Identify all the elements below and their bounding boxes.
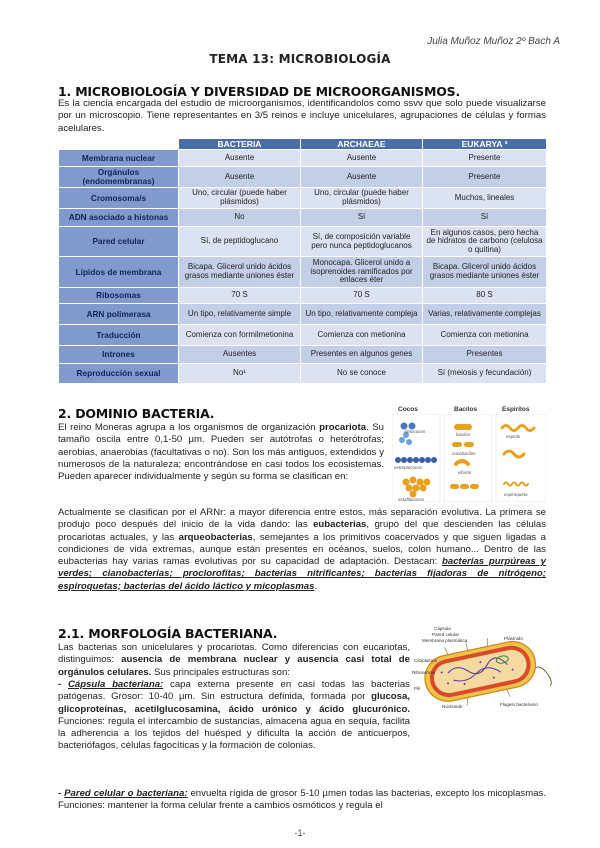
table-row bbox=[59, 304, 547, 325]
table-cell: No bbox=[179, 209, 301, 227]
shape-title-cocos: Cocos bbox=[398, 406, 418, 413]
author-header: Julia Muñoz Muñoz 2º Bach A bbox=[427, 36, 560, 47]
table-cell: No se conoce bbox=[301, 364, 423, 384]
table-cell: Varias, relativamente complejas bbox=[423, 304, 547, 325]
table-cell: Un tipo, relativamente compleja bbox=[301, 304, 423, 325]
shape-label: cocobacilos bbox=[452, 451, 476, 456]
table-cell: Bicapa. Glicerol unido ácidos grasos mediante uniones éster bbox=[423, 257, 547, 288]
shape-label: estafilococos bbox=[398, 497, 425, 502]
shape-label: vibrión bbox=[458, 470, 472, 475]
table-cell: Comienza con metionina bbox=[301, 325, 423, 346]
table-cell: Sí bbox=[423, 209, 547, 227]
text-bold: glucosa, glicoproteínas, acetilglucosamina, ácido urónico y ácido glucurónico. bbox=[58, 691, 410, 715]
cell-label: Plásmido bbox=[504, 636, 523, 641]
table-cell: Ausente bbox=[179, 150, 301, 167]
text-underlined: bacterias purpúreas y verdes; cianobacterias; proclorofitas; bacterias nitrificantes; bacterias fijadoras de nitrógeno; espiroquetas; bacterias del ácido láctico y micoplasmas bbox=[58, 556, 546, 592]
table-row bbox=[59, 227, 547, 257]
table-cell: Uno, circular (puede haber plásmidos) bbox=[301, 188, 423, 209]
row-header: Ribosomas bbox=[59, 288, 179, 304]
table-row bbox=[59, 364, 547, 384]
table-cell: Bicapa. Glicerol unido ácidos grasos mediante uniones éster bbox=[179, 257, 301, 288]
text-bold: procariota bbox=[319, 422, 367, 433]
table-row bbox=[59, 209, 547, 227]
row-header: Membrana nuclear bbox=[59, 150, 179, 167]
table-row bbox=[59, 257, 547, 288]
text-run: . bbox=[314, 580, 318, 592]
bacteria-shapes-drawing bbox=[392, 414, 546, 502]
text-run: Las bacterias son unicelulares y procariotas. Como diferencias con eucariotas, distinguimos: bbox=[58, 642, 410, 666]
table-cell: Ausente bbox=[179, 167, 301, 188]
table-cell: Comienza con metionina bbox=[423, 325, 547, 346]
cell-label: Citoplasma bbox=[414, 658, 437, 663]
text-run: , semejantes a los primitivos coacervados y que siguen ligadas a condiciones de vida extremas, aunque están presentes en océanos, suelos, colon humano... Dentro de las eubacterias hay varias ramas evolutivas por su capacidad de adaptación. Destacan: bbox=[58, 531, 546, 568]
table-cell: Comienza con formilmetionina bbox=[179, 325, 301, 346]
shape-title-bacilos: Bacilos bbox=[454, 406, 478, 413]
text-bold: arqueobacterias bbox=[178, 531, 253, 543]
column-header: ARCHAEAE bbox=[301, 139, 423, 150]
text-underlined: Cápsula bacteriana: bbox=[67, 679, 164, 690]
row-header: ADN asociado a histonas bbox=[59, 209, 179, 227]
text-run: . Su tamaño oscila entre 0,1-50 µm. Pueden ser autótrofas o heterótrofas; aerobias, anaerobias (facultativas o no). Son los más antiguos, extendidos y numerosos de la naturaleza; encontrándose en casi todos los ecosistemas. Pueden aparecer individualmente y según su forma se clasifican en: bbox=[58, 422, 384, 483]
table-header-row bbox=[59, 139, 547, 150]
text-run: , grupo del que descienden las células procariotas actuales, y las bbox=[58, 519, 546, 543]
text-bold: eubacterias bbox=[313, 519, 367, 531]
table-row bbox=[59, 188, 547, 209]
text-run: Actualmente se clasifican por el ARNr: a mayor diferencia entre estos, más separación evolutiva. La primera se produjo poco después del inicio de la vida dando: las bbox=[58, 507, 546, 531]
text-underlined: Pared celular o bacteriana: bbox=[64, 788, 188, 799]
comparison-table bbox=[58, 138, 547, 384]
column-header: BACTERIA bbox=[179, 139, 301, 150]
text-run: capa externa presente en casi todas las bacterias patógenas. Grosor: 10-40 µm. Sin estructura definida, formada por bbox=[58, 679, 410, 703]
table-cell: Muchos, lineales bbox=[423, 188, 547, 209]
row-header: Intrones bbox=[59, 346, 179, 364]
bacterial-cell-diagram bbox=[412, 624, 552, 712]
table-row bbox=[59, 325, 547, 346]
text-run: envuelta rígida de grosor 5-10 µmen todas las bacterias, excepto los micoplasmas. Funciones: mantener la forma celular frente a cambios osmóticos y regula el bbox=[58, 788, 546, 812]
text-bold: ausencia de membrana nuclear y ausencia casi total de orgánulos celulares. bbox=[58, 654, 411, 678]
table-row bbox=[59, 288, 547, 304]
text-bold: - bbox=[58, 679, 68, 690]
row-header: Traducción bbox=[59, 325, 179, 346]
table-cell: Monocapa. Glicerol unido a isoprenoides ramificados por enlaces éter bbox=[301, 257, 423, 288]
section-1-text: Es la ciencia encargada del estudio de microorganismos, identificandolos como ssvv que solo puede visualizarse por un microscopio. Tiene representantes en 3/5 reinos e incluye unicelulares, agrupaciones de células y formas acelulares. bbox=[58, 98, 546, 134]
shape-label: bacilos bbox=[456, 432, 471, 437]
table-cell: No¹ bbox=[179, 364, 301, 384]
table-cell: En algunos casos, pero hecha de hidratos de carbono (celulosa o quitina) bbox=[423, 227, 547, 257]
row-header: Reproducción sexual bbox=[59, 364, 179, 384]
text-run: El reino Moneras agrupa a los organismos de organización bbox=[58, 422, 320, 433]
row-header: ARN polimerasa bbox=[59, 304, 179, 325]
cell-label: Pili bbox=[414, 686, 421, 691]
cell-label: Ribosomas bbox=[412, 670, 435, 675]
section-1-heading: 1. MICROBIOLOGÍA Y DIVERSIDAD DE MICROORGANISMOS. bbox=[58, 84, 460, 99]
bacteria-shapes-figure bbox=[392, 406, 546, 502]
table-cell: Ausentes bbox=[179, 346, 301, 364]
section-2-paragraph-2 bbox=[58, 507, 546, 593]
table-cell: Presente bbox=[423, 150, 547, 167]
cell-label: Nucleoide bbox=[442, 704, 463, 709]
table-cell: Presentes en algunos genes bbox=[301, 346, 423, 364]
table-cell: 70 S bbox=[179, 288, 301, 304]
table-cell: Ausente bbox=[301, 167, 423, 188]
table-cell: Presente bbox=[423, 167, 547, 188]
table-corner bbox=[59, 139, 179, 150]
text-run: Funciones: regula el intercambio de sustancias, almacena agua en sequía, facilita la adherencia a los tejidos del huésped y dificulta la acción de anticuerpos, bacteriófagos, células fagocíticas y la formación de colonias. bbox=[58, 715, 410, 752]
cell-label: Pared celular bbox=[432, 632, 460, 637]
table-cell: Presentes bbox=[423, 346, 547, 364]
table-cell: Sí, de peptidoglucano bbox=[179, 227, 301, 257]
document-title: TEMA 13: MICROBIOLOGÍA bbox=[209, 52, 391, 66]
capsule-paragraph bbox=[58, 679, 410, 753]
cell-label: Cápsula bbox=[434, 626, 451, 631]
table-row bbox=[59, 346, 547, 364]
cell-label: Membrana plasmática bbox=[422, 638, 468, 643]
table-cell: Uno, circular (puede haber plásmidos) bbox=[179, 188, 301, 209]
section-2-1-heading: 2.1. MORFOLOGÍA BACTERIANA. bbox=[58, 626, 278, 641]
table-cell: 70 S bbox=[301, 288, 423, 304]
shape-label: espiroqueta bbox=[504, 492, 528, 497]
table-cell: 80 S bbox=[423, 288, 547, 304]
row-header: Cromosoma/s bbox=[59, 188, 179, 209]
shape-label: estreptococos bbox=[394, 465, 423, 470]
table-cell: Un tipo, relativamente simple bbox=[179, 304, 301, 325]
table-cell: Sí (meiosis y fecundación) bbox=[423, 364, 547, 384]
cell-label: Flagelo bacteriano bbox=[500, 702, 538, 707]
row-header: Lípidos de membrana bbox=[59, 257, 179, 288]
shape-title-espirilos: Espirilos bbox=[502, 406, 530, 413]
text-run: Sus principales estructuras son: bbox=[151, 666, 290, 678]
table-cell: Sí, de composición variable pero nunca peptidoglucanos bbox=[301, 227, 423, 257]
shape-label: diplococos bbox=[404, 429, 426, 434]
text-bold: - bbox=[58, 788, 65, 799]
row-header: Orgánulos (endomembranas) bbox=[59, 167, 179, 188]
page-number: -1- bbox=[294, 828, 306, 838]
column-header: EUKARYA ³ bbox=[423, 139, 547, 150]
section-2-paragraph-1 bbox=[58, 422, 384, 483]
shape-label: espirilo bbox=[506, 434, 521, 439]
cell-wall-paragraph bbox=[58, 788, 546, 813]
table-cell: Ausente bbox=[301, 150, 423, 167]
table-row bbox=[59, 167, 547, 188]
row-header: Pared celular bbox=[59, 227, 179, 257]
section-2-1-intro bbox=[58, 642, 410, 679]
table-cell: Sí bbox=[301, 209, 423, 227]
table-row bbox=[59, 150, 547, 167]
section-2-heading: 2. DOMINIO BACTERIA. bbox=[58, 406, 215, 421]
